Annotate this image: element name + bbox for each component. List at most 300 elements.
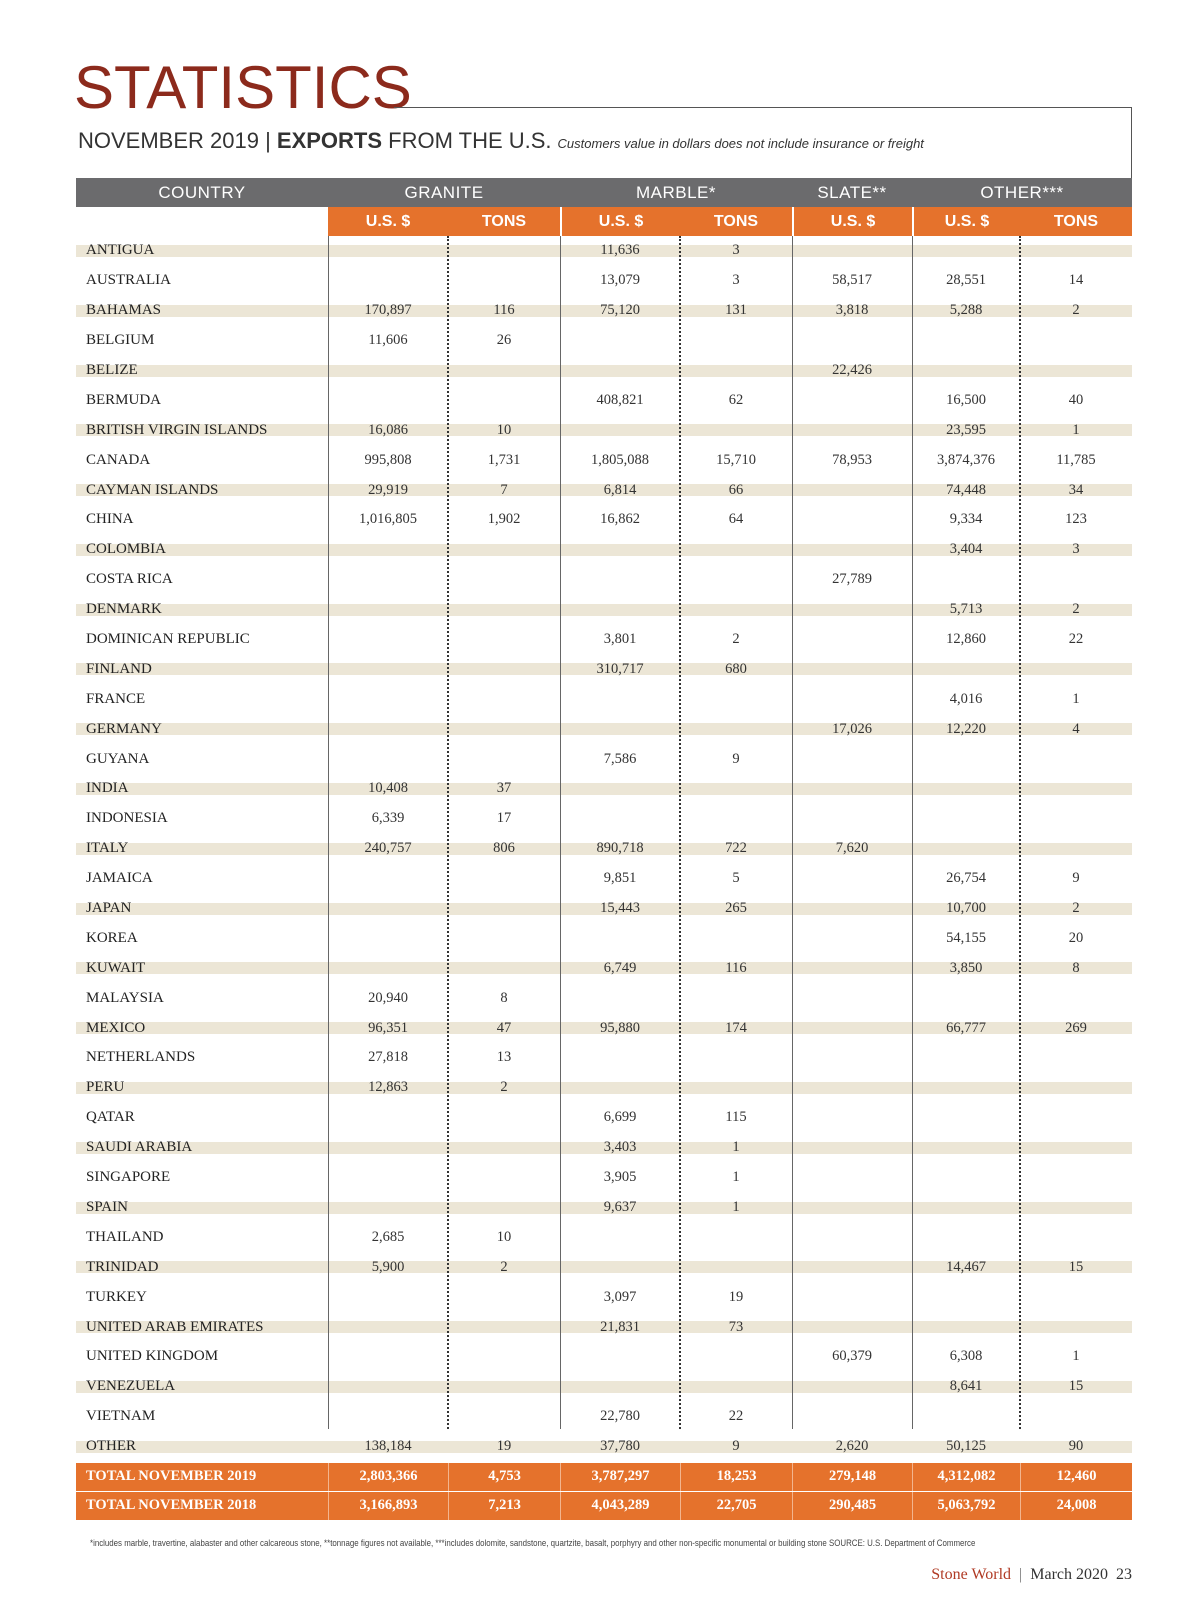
column-divider bbox=[912, 236, 913, 1429]
cell-marble-usd bbox=[560, 684, 680, 714]
cell-country: SPAIN bbox=[76, 1193, 328, 1223]
table-row bbox=[76, 1252, 1132, 1282]
cell-slate-usd: 22,426 bbox=[792, 356, 912, 386]
cell-country: BELGIUM bbox=[86, 332, 155, 349]
cell-other-tons: 269 bbox=[1020, 1013, 1132, 1043]
cell-country: THAILAND bbox=[86, 1228, 164, 1245]
cell-other-tons: 123 bbox=[1065, 511, 1087, 528]
table-row bbox=[76, 595, 1132, 625]
header-other-tons: TONS bbox=[1020, 207, 1132, 236]
table-row bbox=[76, 445, 1132, 475]
cell-granite-usd: 240,757 bbox=[328, 834, 448, 864]
cell-marble-tons: 2 bbox=[732, 631, 740, 648]
header-granite-tons: TONS bbox=[448, 207, 560, 236]
cell-slate-usd bbox=[792, 1312, 912, 1342]
cell-marble-tons: 5 bbox=[732, 870, 740, 887]
cell-slate-usd: 60,379 bbox=[832, 1348, 872, 1365]
cell-other-tons bbox=[1020, 565, 1132, 595]
cell-country: INDONESIA bbox=[86, 810, 168, 827]
cell-other-usd bbox=[912, 774, 1020, 804]
cell-marble-usd bbox=[560, 714, 680, 744]
header-marble-tons: TONS bbox=[680, 207, 792, 236]
cell-granite-usd bbox=[328, 1133, 448, 1163]
cell-granite-tons bbox=[448, 864, 560, 894]
cell-country: NETHERLANDS bbox=[86, 1049, 196, 1066]
cell-marble-tons: 19 bbox=[728, 1288, 744, 1305]
cell-marble-tons: 15,710 bbox=[716, 451, 756, 468]
cell-slate-usd bbox=[792, 654, 912, 684]
cell-marble-usd bbox=[560, 1043, 680, 1073]
cell-country: KOREA bbox=[86, 929, 138, 946]
cell-country: OTHER bbox=[76, 1432, 328, 1462]
table-row bbox=[76, 1133, 1132, 1163]
cell-other-tons bbox=[1020, 326, 1132, 356]
cell-marble-tons bbox=[680, 983, 792, 1013]
page-title: STATISTICS bbox=[74, 54, 412, 121]
cell-country: COSTA RICA bbox=[86, 571, 173, 588]
cell-other-tons: 1 bbox=[1020, 415, 1132, 445]
cell-other-tons bbox=[1020, 1103, 1132, 1133]
cell-other-tons bbox=[1020, 774, 1132, 804]
cell-marble-tons bbox=[680, 356, 792, 386]
cell-granite-usd: 29,919 bbox=[328, 475, 448, 505]
cell-other-usd bbox=[912, 356, 1020, 386]
cell-slate-usd bbox=[792, 1193, 912, 1223]
cell-country: PERU bbox=[76, 1073, 328, 1103]
table-row bbox=[76, 983, 1132, 1013]
total-other-usd: 5,063,792 bbox=[912, 1492, 1020, 1520]
cell-other-tons: 15 bbox=[1020, 1372, 1132, 1402]
cell-marble-usd: 7,586 bbox=[603, 750, 637, 767]
cell-marble-tons: 62 bbox=[728, 391, 744, 408]
cell-marble-tons bbox=[680, 535, 792, 565]
cell-other-tons bbox=[1020, 236, 1132, 266]
cell-granite-usd bbox=[328, 953, 448, 983]
cell-country: DENMARK bbox=[76, 595, 328, 625]
cell-granite-tons: 116 bbox=[448, 296, 560, 326]
total-granite-tons: 7,213 bbox=[448, 1492, 560, 1520]
cell-slate-usd: 17,026 bbox=[792, 714, 912, 744]
total-slate-usd: 290,485 bbox=[792, 1492, 912, 1520]
cell-other-tons bbox=[1020, 1282, 1132, 1312]
cell-granite-usd bbox=[328, 864, 448, 894]
cell-marble-tons bbox=[680, 684, 792, 714]
cell-granite-usd bbox=[328, 1103, 448, 1133]
cell-marble-usd bbox=[560, 923, 680, 953]
cell-marble-tons bbox=[680, 1073, 792, 1103]
cell-marble-usd: 6,699 bbox=[603, 1109, 637, 1126]
cell-granite-usd bbox=[328, 535, 448, 565]
table-row bbox=[76, 834, 1132, 864]
cell-other-usd bbox=[912, 983, 1020, 1013]
table-row bbox=[76, 1193, 1132, 1223]
table-row bbox=[76, 535, 1132, 565]
total-granite-usd: 2,803,366 bbox=[328, 1463, 448, 1491]
cell-marble-usd bbox=[560, 804, 680, 834]
cell-other-tons bbox=[1020, 1222, 1132, 1252]
page-number: 23 bbox=[1116, 1566, 1132, 1583]
cell-other-usd: 16,500 bbox=[946, 391, 986, 408]
cell-granite-usd bbox=[328, 385, 448, 415]
cell-country: ITALY bbox=[76, 834, 328, 864]
cell-other-usd bbox=[912, 1073, 1020, 1103]
table-row bbox=[76, 804, 1132, 834]
table-row bbox=[76, 1163, 1132, 1193]
header-blank bbox=[76, 207, 328, 236]
total-marble-tons: 18,253 bbox=[680, 1463, 792, 1491]
cell-country: UNITED KINGDOM bbox=[86, 1348, 219, 1365]
cell-granite-usd bbox=[328, 1342, 448, 1372]
total-other-tons: 12,460 bbox=[1020, 1463, 1132, 1491]
cell-granite-usd: 12,863 bbox=[328, 1073, 448, 1103]
cell-other-usd: 5,288 bbox=[912, 296, 1020, 326]
cell-marble-tons bbox=[680, 774, 792, 804]
cell-granite-usd: 1,016,805 bbox=[359, 511, 417, 528]
table-row bbox=[76, 1013, 1132, 1043]
cell-marble-tons: 22 bbox=[728, 1408, 744, 1425]
cell-other-tons: 22 bbox=[1068, 631, 1084, 648]
cell-granite-tons: 19 bbox=[448, 1432, 560, 1462]
cell-marble-usd bbox=[560, 1222, 680, 1252]
cell-other-usd: 14,467 bbox=[912, 1252, 1020, 1282]
cell-granite-usd bbox=[328, 266, 448, 296]
cell-other-tons bbox=[1020, 1312, 1132, 1342]
cell-marble-usd: 11,636 bbox=[560, 236, 680, 266]
cell-granite-tons: 13 bbox=[496, 1049, 512, 1066]
subtitle-note: Customers value in dollars does not include insurance or freight bbox=[557, 136, 924, 151]
cell-marble-usd: 21,831 bbox=[560, 1312, 680, 1342]
cell-slate-usd bbox=[792, 983, 912, 1013]
cell-granite-tons bbox=[448, 714, 560, 744]
cell-other-tons: 9 bbox=[1072, 870, 1080, 887]
cell-other-usd bbox=[912, 1193, 1020, 1223]
table-row bbox=[76, 1222, 1132, 1252]
cell-granite-tons: 47 bbox=[448, 1013, 560, 1043]
cell-granite-tons: 10 bbox=[496, 1228, 512, 1245]
header-granite-usd: U.S. $ bbox=[328, 207, 448, 236]
cell-country: SINGAPORE bbox=[86, 1169, 171, 1186]
cell-marble-usd: 13,079 bbox=[600, 272, 640, 289]
cell-other-tons: 40 bbox=[1068, 391, 1084, 408]
column-divider bbox=[560, 236, 561, 1429]
cell-country: CANADA bbox=[86, 451, 151, 468]
cell-other-usd bbox=[912, 834, 1020, 864]
cell-marble-usd: 3,905 bbox=[603, 1169, 637, 1186]
cell-other-tons: 1 bbox=[1072, 1348, 1080, 1365]
cell-granite-tons bbox=[448, 1372, 560, 1402]
cell-other-usd: 4,016 bbox=[949, 690, 983, 707]
cell-granite-tons bbox=[448, 684, 560, 714]
cell-other-tons: 15 bbox=[1020, 1252, 1132, 1282]
cell-country: BAHAMAS bbox=[76, 296, 328, 326]
cell-marble-usd bbox=[560, 535, 680, 565]
cell-granite-usd bbox=[328, 923, 448, 953]
footer-separator: | bbox=[1019, 1566, 1023, 1583]
cell-marble-tons: 1 bbox=[680, 1193, 792, 1223]
cell-marble-usd bbox=[560, 326, 680, 356]
cell-other-usd bbox=[912, 744, 1020, 774]
cell-country: JAPAN bbox=[76, 894, 328, 924]
cell-slate-usd bbox=[792, 1133, 912, 1163]
cell-slate-usd bbox=[792, 415, 912, 445]
cell-granite-tons: 1,902 bbox=[487, 511, 521, 528]
cell-granite-tons bbox=[448, 894, 560, 924]
table-row bbox=[76, 1432, 1132, 1462]
cell-marble-usd bbox=[560, 565, 680, 595]
cell-country: MEXICO bbox=[76, 1013, 328, 1043]
cell-other-usd: 6,308 bbox=[949, 1348, 983, 1365]
cell-marble-usd bbox=[560, 1372, 680, 1402]
cell-granite-usd bbox=[328, 236, 448, 266]
table-row bbox=[76, 714, 1132, 744]
cell-country: DOMINICAN REPUBLIC bbox=[86, 631, 250, 648]
cell-marble-usd: 22,780 bbox=[600, 1408, 640, 1425]
table-header-groups bbox=[76, 178, 1132, 207]
cell-marble-usd bbox=[560, 595, 680, 625]
header-granite: GRANITE bbox=[404, 182, 484, 202]
cell-marble-tons: 9 bbox=[732, 750, 740, 767]
cell-country: AUSTRALIA bbox=[86, 272, 171, 289]
cell-marble-usd bbox=[560, 1342, 680, 1372]
cell-granite-usd bbox=[328, 744, 448, 774]
cell-granite-tons bbox=[448, 1312, 560, 1342]
cell-slate-usd: 58,517 bbox=[832, 272, 872, 289]
cell-slate-usd bbox=[792, 1073, 912, 1103]
total-marble-tons: 22,705 bbox=[680, 1492, 792, 1520]
cell-granite-usd: 2,685 bbox=[371, 1228, 405, 1245]
header-slate-usd: U.S. $ bbox=[792, 207, 912, 236]
cell-granite-usd bbox=[328, 1402, 448, 1432]
subtitle-rest: FROM THE U.S. bbox=[382, 128, 552, 153]
cell-country: CHINA bbox=[86, 511, 134, 528]
cell-marble-usd: 75,120 bbox=[560, 296, 680, 326]
cell-country: QATAR bbox=[86, 1109, 135, 1126]
cell-other-usd: 23,595 bbox=[912, 415, 1020, 445]
cell-granite-usd bbox=[328, 1163, 448, 1193]
cell-marble-usd: 6,814 bbox=[560, 475, 680, 505]
cell-other-usd bbox=[912, 1312, 1020, 1342]
table-totals bbox=[76, 1463, 1132, 1520]
cell-country: VIETNAM bbox=[86, 1408, 156, 1425]
cell-slate-usd bbox=[792, 804, 912, 834]
cell-marble-usd: 6,749 bbox=[560, 953, 680, 983]
cell-marble-usd: 15,443 bbox=[560, 894, 680, 924]
cell-marble-tons: 66 bbox=[680, 475, 792, 505]
cell-granite-usd bbox=[328, 654, 448, 684]
cell-marble-tons: 9 bbox=[680, 1432, 792, 1462]
cell-slate-usd bbox=[792, 1402, 912, 1432]
cell-other-tons: 1 bbox=[1072, 690, 1080, 707]
cell-other-usd bbox=[912, 654, 1020, 684]
cell-marble-tons: 722 bbox=[680, 834, 792, 864]
cell-other-tons bbox=[1020, 834, 1132, 864]
header-slate: SLATE** bbox=[817, 182, 887, 202]
exports-table bbox=[76, 178, 1132, 1520]
cell-granite-tons bbox=[448, 1193, 560, 1223]
cell-other-usd bbox=[912, 804, 1020, 834]
cell-marble-usd bbox=[560, 983, 680, 1013]
cell-other-tons bbox=[1020, 1133, 1132, 1163]
cell-other-usd: 28,551 bbox=[946, 272, 986, 289]
cell-slate-usd: 27,789 bbox=[832, 571, 872, 588]
total-marble-usd: 4,043,289 bbox=[560, 1492, 680, 1520]
cell-slate-usd bbox=[792, 475, 912, 505]
cell-granite-tons bbox=[448, 654, 560, 684]
cell-marble-usd: 408,821 bbox=[596, 391, 644, 408]
cell-granite-usd: 96,351 bbox=[328, 1013, 448, 1043]
cell-granite-tons bbox=[448, 595, 560, 625]
cell-other-tons bbox=[1020, 1163, 1132, 1193]
cell-other-tons: 90 bbox=[1020, 1432, 1132, 1462]
cell-granite-usd: 170,897 bbox=[328, 296, 448, 326]
column-divider bbox=[792, 236, 793, 1429]
header-marble-usd: U.S. $ bbox=[560, 207, 680, 236]
subtitle bbox=[78, 128, 924, 154]
cell-other-usd: 74,448 bbox=[912, 475, 1020, 505]
table-row bbox=[76, 654, 1132, 684]
cell-other-tons: 20 bbox=[1068, 929, 1084, 946]
cell-granite-tons: 2 bbox=[448, 1252, 560, 1282]
cell-other-usd: 3,850 bbox=[912, 953, 1020, 983]
cell-other-usd: 5,713 bbox=[912, 595, 1020, 625]
cell-granite-tons bbox=[448, 1103, 560, 1133]
cell-other-tons bbox=[1020, 1073, 1132, 1103]
cell-granite-tons: 7 bbox=[448, 475, 560, 505]
cell-granite-tons bbox=[448, 1342, 560, 1372]
cell-granite-tons: 8 bbox=[500, 989, 508, 1006]
cell-other-tons: 34 bbox=[1020, 475, 1132, 505]
table-row bbox=[76, 475, 1132, 505]
total-granite-tons: 4,753 bbox=[448, 1463, 560, 1491]
cell-marble-tons: 73 bbox=[680, 1312, 792, 1342]
table-row bbox=[76, 236, 1132, 266]
cell-other-tons bbox=[1020, 1043, 1132, 1073]
total-slate-usd: 279,148 bbox=[792, 1463, 912, 1491]
cell-marble-tons: 131 bbox=[680, 296, 792, 326]
cell-marble-usd: 37,780 bbox=[560, 1432, 680, 1462]
cell-slate-usd bbox=[792, 625, 912, 655]
cell-marble-tons: 265 bbox=[680, 894, 792, 924]
cell-marble-tons: 174 bbox=[680, 1013, 792, 1043]
cell-granite-tons: 1,731 bbox=[487, 451, 521, 468]
cell-marble-usd bbox=[560, 774, 680, 804]
cell-country: ANTIGUA bbox=[76, 236, 328, 266]
footnote: *includes marble, travertine, alabaster and other calcareous stone, **tonnage figures not available, ***includes dolomite, sandstone, quartzite, basalt, porphyry and other non-specific monumental or building stone SOURCE: U.S. Department of Commerce bbox=[90, 1538, 976, 1549]
cell-granite-tons bbox=[448, 744, 560, 774]
cell-granite-usd: 27,818 bbox=[368, 1049, 408, 1066]
cell-marble-usd bbox=[560, 1252, 680, 1282]
cell-slate-usd bbox=[792, 326, 912, 356]
cell-marble-usd: 95,880 bbox=[560, 1013, 680, 1043]
cell-other-usd: 12,220 bbox=[912, 714, 1020, 744]
cell-marble-tons bbox=[680, 804, 792, 834]
page-footer bbox=[931, 1566, 1132, 1584]
cell-slate-usd bbox=[792, 774, 912, 804]
cell-granite-usd: 5,900 bbox=[328, 1252, 448, 1282]
cell-other-tons: 11,785 bbox=[1056, 451, 1096, 468]
cell-granite-tons bbox=[448, 1402, 560, 1432]
table-row bbox=[76, 953, 1132, 983]
cell-marble-tons: 116 bbox=[680, 953, 792, 983]
table-row bbox=[76, 625, 1132, 655]
cell-marble-tons bbox=[680, 1043, 792, 1073]
cell-marble-tons bbox=[680, 714, 792, 744]
issue-date: March 2020 bbox=[1030, 1566, 1108, 1583]
table-row bbox=[76, 505, 1132, 535]
cell-marble-tons: 3 bbox=[680, 236, 792, 266]
cell-slate-usd bbox=[792, 953, 912, 983]
cell-other-usd bbox=[912, 1282, 1020, 1312]
cell-country: FINLAND bbox=[76, 654, 328, 684]
table-row bbox=[76, 744, 1132, 774]
cell-other-usd bbox=[912, 326, 1020, 356]
total-other-tons: 24,008 bbox=[1020, 1492, 1132, 1520]
table-row bbox=[76, 864, 1132, 894]
cell-slate-usd: 3,818 bbox=[792, 296, 912, 326]
cell-slate-usd bbox=[792, 236, 912, 266]
title-box-edge bbox=[1131, 107, 1132, 179]
cell-other-tons: 14 bbox=[1068, 272, 1084, 289]
cell-country: TRINIDAD bbox=[76, 1252, 328, 1282]
cell-other-tons bbox=[1020, 654, 1132, 684]
cell-marble-usd: 9,637 bbox=[560, 1193, 680, 1223]
table-row bbox=[76, 1282, 1132, 1312]
cell-country: BELIZE bbox=[76, 356, 328, 386]
cell-granite-tons bbox=[448, 565, 560, 595]
cell-slate-usd bbox=[792, 1252, 912, 1282]
cell-granite-usd: 10,408 bbox=[328, 774, 448, 804]
cell-slate-usd bbox=[792, 1163, 912, 1193]
cell-slate-usd bbox=[792, 864, 912, 894]
table-body bbox=[76, 236, 1132, 1462]
table-row bbox=[76, 1073, 1132, 1103]
cell-marble-tons bbox=[680, 565, 792, 595]
cell-other-usd bbox=[912, 1043, 1020, 1073]
table-row bbox=[76, 1402, 1132, 1432]
cell-other-tons bbox=[1020, 744, 1132, 774]
cell-granite-usd bbox=[328, 595, 448, 625]
cell-granite-usd bbox=[328, 1282, 448, 1312]
cell-marble-tons bbox=[680, 1252, 792, 1282]
cell-granite-usd bbox=[328, 714, 448, 744]
subtitle-date: NOVEMBER 2019 | bbox=[78, 128, 277, 153]
cell-granite-usd bbox=[328, 565, 448, 595]
cell-granite-tons: 10 bbox=[448, 415, 560, 445]
cell-marble-tons: 1 bbox=[732, 1169, 740, 1186]
cell-granite-usd: 16,086 bbox=[328, 415, 448, 445]
cell-other-tons: 3 bbox=[1020, 535, 1132, 565]
cell-granite-usd: 995,808 bbox=[364, 451, 412, 468]
cell-granite-tons bbox=[448, 1133, 560, 1163]
cell-granite-usd bbox=[328, 356, 448, 386]
cell-granite-tons bbox=[448, 1282, 560, 1312]
table-row bbox=[76, 1312, 1132, 1342]
cell-slate-usd bbox=[792, 1222, 912, 1252]
total-country: TOTAL NOVEMBER 2018 bbox=[86, 1497, 257, 1514]
cell-granite-usd: 6,339 bbox=[371, 810, 405, 827]
column-divider bbox=[447, 236, 449, 1429]
cell-marble-usd bbox=[560, 1073, 680, 1103]
cell-marble-usd: 1,805,088 bbox=[591, 451, 649, 468]
title-rule bbox=[394, 107, 1132, 108]
table-row bbox=[76, 385, 1132, 415]
cell-country: TURKEY bbox=[86, 1288, 147, 1305]
table-row bbox=[76, 356, 1132, 386]
table-row bbox=[76, 266, 1132, 296]
cell-other-usd: 10,700 bbox=[912, 894, 1020, 924]
cell-marble-tons bbox=[680, 1342, 792, 1372]
cell-other-usd bbox=[912, 1163, 1020, 1193]
